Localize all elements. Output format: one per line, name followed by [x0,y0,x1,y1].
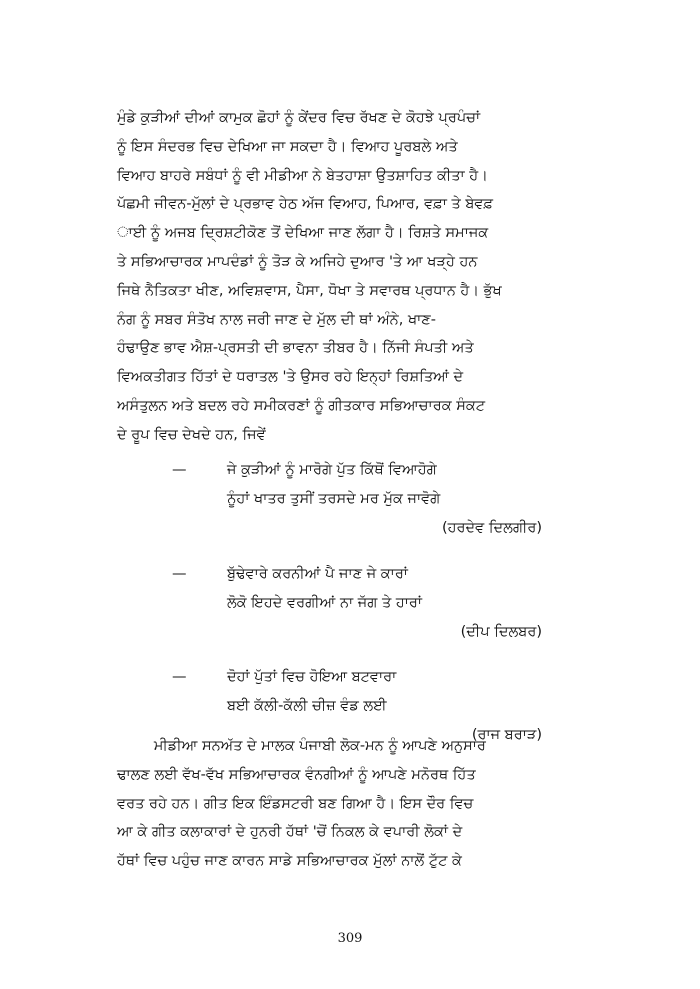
page-number: 309 [337,931,363,946]
text-line: ਦੇ ਰੂਪ ਵਿਚ ਦੇਖਦੇ ਹਨ, ਜਿਵੇਂ [117,426,266,443]
text-line: ਮੁੰਡੇ ਕੁੜੀਆਂ ਦੀਆਂ ਕਾਮੁਕ ਛੋਹਾਂ ਨੂੰ ਕੇਂਦਰ ਵਿਚ ਰੱਖਣ ਦੇ ਕੋਹਝੇ ਪ੍ਰਪੰਚਾਂ [117,110,481,126]
verse-line: ਜੇ ਕੁੜੀਆਂ ਨੂੰ ਮਾਰੋਗੇ ਪੁੱਤ ਕਿੱਥੋਂ ਵਿਆਹੋਗੇ [227,462,437,478]
text-line: ਹੱਥਾਂ ਵਿਚ ਪਹੁੰਚ ਜਾਣ ਕਾਰਨ ਸਾਡੇ ਸਭਿਆਚਾਰਕ ਮੁੱਲਾਂ ਨਾਲੋਂ ਟੁੱਟ ਕੇ [117,853,462,870]
text-line: ਵਿਆਹ ਬਾਹਰੇ ਸਬੰਧਾਂ ਨੂੰ ਵੀ ਮੀਡੀਆ ਨੇ ਬੇਤਹਾਸ਼ਾ ਉਤਸ਼ਾਹਿਤ ਕੀਤਾ ਹੈ। [117,167,488,184]
verse-line: ਬਈ ਕੱਲੀ-ਕੱਲੀ ਚੀਜ਼ ਵੰਡ ਲਈ [227,698,387,714]
text-line: ਮੀਡੀਆ ਸਨਅੱਤ ਦੇ ਮਾਲਕ ਪੰਜਾਬੀ ਲੋਕ-ਮਨ ਨੂੰ ਆਪਣੇ ਅਨੁਸਾਰ [117,738,486,754]
quote-author: (ਦੀਪ ਦਿਲਬਰ) [460,624,542,640]
text-line: ਜਿਥੇ ਨੈਤਿਕਤਾ ਖੀਣ, ਅਵਿਸ਼ਵਾਸ, ਪੈਸਾ, ਧੋਖਾ ਤੇ ਸਵਾਰਥ ਪ੍ਰਧਾਨ ਹੈ। ਭੁੱਖ [117,282,502,299]
body-paragraph-2 [117,732,645,876]
verse-line: ਬੁੱਢੇਵਾਰੇ ਕਰਨੀਆਂ ਪੈ ਜਾਣ ਜੇ ਕਾਰਾਂ [227,566,408,582]
quote-dash: — [172,669,187,685]
text-line: ਨੂੰ ਇਸ ਸੰਦਰਭ ਵਿਚ ਦੇਖਿਆ ਜਾ ਸਕਦਾ ਹੈ। ਵਿਆਹ ਪੂਰਬਲੇ ਅਤੇ [117,138,458,155]
text-line: ਪੱਛਮੀ ਜੀਵਨ-ਮੁੱਲਾਂ ਦੇ ਪ੍ਰਭਾਵ ਹੇਠ ਅੱਜ ਵਿਆਹ, ਪਿਆਰ, ਵਫ਼ਾ ਤੇ ਬੇਵਫ਼ [117,196,494,213]
text-line: ਾਈ ਨੂੰ ਅਜਬ ਦ੍ਰਿਸ਼ਟੀਕੋਣ ਤੋਂ ਦੇਖਿਆ ਜਾਣ ਲੱਗਾ ਹੈ। ਰਿਸ਼ਤੇ ਸਮਾਜਕ [117,225,489,242]
body-paragraph-1 [117,104,645,450]
text-line: ਵਿਅਕਤੀਗਤ ਹਿੱਤਾਂ ਦੇ ਧਰਾਤਲ 'ਤੇ ਉਸਰ ਰਹੇ ਇਨ੍ਹਾਂ ਰਿਸ਼ਤਿਆਂ ਦੇ [117,369,464,386]
quote-dash: — [172,462,187,478]
verse-line: ਲੋਕੋ ਇਹਦੇ ਵਰਗੀਆਂ ਨਾ ਜੱਗ ਤੇ ਹਾਰਾਂ [227,595,422,611]
verse-line: ਦੋਹਾਂ ਪੁੱਤਾਂ ਵਿਚ ਹੋਇਆ ਬਟਵਾਰਾ [227,669,397,685]
text-line: ਤੇ ਸਭਿਆਚਾਰਕ ਮਾਪਦੰਡਾਂ ਨੂੰ ਤੋੜ ਕੇ ਅਜਿਹੇ ਦੁਆਰ 'ਤੇ ਆ ਖੜ੍ਹੇ ਹਨ [117,253,478,270]
verse-line: ਨੂੰਹਾਂ ਖਾਤਰ ਤੁਸੀਂ ਤਰਸਦੇ ਮਰ ਮੁੱਕ ਜਾਵੋਗੇ [227,491,441,507]
text-line: ਨੰਗ ਨੂੰ ਸਬਰ ਸੰਤੋਖ ਨਾਲ ਜਰੀ ਜਾਣ ਦੇ ਮੁੱਲ ਦੀ ਥਾਂ ਅੰਨੇ, ਖਾਣ- [117,311,436,328]
quote-dash: — [172,566,187,582]
quote-author: (ਰਾਜ ਬਰਾੜ) [471,727,542,743]
text-line: ਆ ਕੇ ਗੀਤ ਕਲਾਕਾਰਾਂ ਦੇ ਹੁਨਰੀ ਹੱਥਾਂ 'ਚੋਂ ਨਿਕਲ ਕੇ ਵਪਾਰੀ ਲੋਕਾਂ ਦੇ [117,824,463,841]
text-line: ਅਸੰਤੁਲਨ ਅਤੇ ਬਦਲ ਰਹੇ ਸਮੀਕਰਣਾਂ ਨੂੰ ਗੀਤਕਾਰ ਸਭਿਆਚਾਰਕ ਸੰਕਟ [117,397,486,414]
text-line: ਢਾਲਣ ਲਈ ਵੱਖ-ਵੱਖ ਸਭਿਆਚਾਰਕ ਵੰਨਗੀਆਂ ਨੂੰ ਆਪਣੇ ਮਨੋਰਥ ਹਿੱਤ [117,766,476,783]
text-line: ਹੰਢਾਉਣ ਭਾਵ ਐਸ਼-ਪ੍ਰਸਤੀ ਦੀ ਭਾਵਨਾ ਤੀਬਰ ਹੈ। ਨਿੱਜੀ ਸੰਪਤੀ ਅਤੇ [117,340,474,357]
text-line: ਵਰਤ ਰਹੇ ਹਨ। ਗੀਤ ਇਕ ਇੰਡਸਟਰੀ ਬਣ ਗਿਆ ਹੈ। ਇਸ ਦੌਰ ਵਿਚ [117,795,474,812]
quote-author: (ਹਰਦੇਵ ਦਿਲਗੀਰ) [441,520,542,536]
